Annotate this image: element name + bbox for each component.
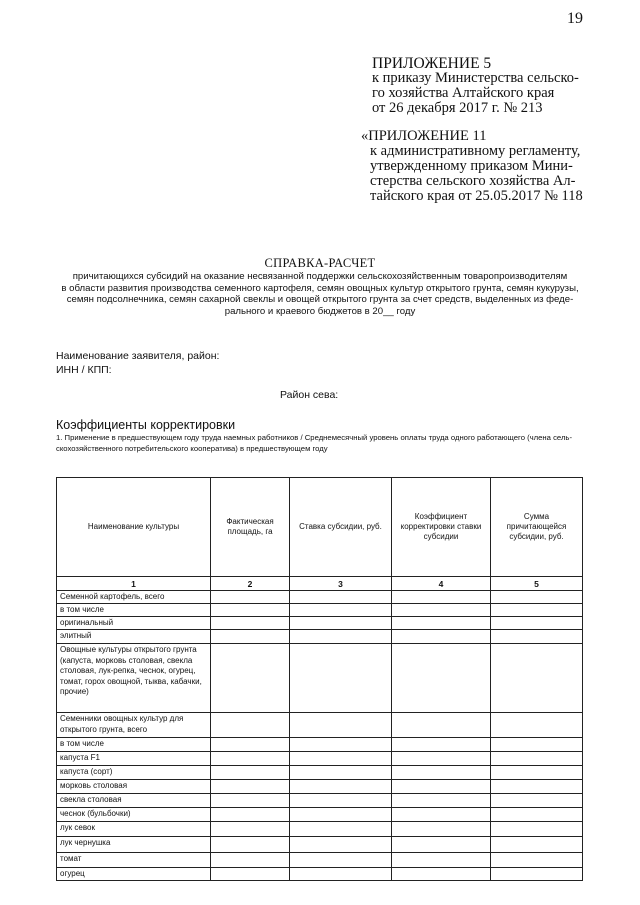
area-cell[interactable] (211, 644, 290, 713)
coefficient-cell[interactable] (392, 794, 491, 808)
area-cell[interactable] (211, 713, 290, 738)
table-row (57, 591, 583, 604)
area-cell[interactable] (211, 822, 290, 837)
rate-cell[interactable] (290, 794, 392, 808)
coefficient-cell[interactable] (392, 766, 491, 780)
rate-cell[interactable] (290, 766, 392, 780)
rate-cell[interactable] (290, 780, 392, 794)
rate-cell[interactable] (290, 713, 392, 738)
appendix2-title: «ПРИЛОЖЕНИЕ 11 (361, 128, 487, 144)
column-number: 5 (491, 577, 583, 591)
section-title: Коэффициенты корректировки (56, 418, 236, 432)
rate-cell[interactable] (290, 837, 392, 853)
sum-cell[interactable] (491, 794, 583, 808)
area-cell[interactable] (211, 630, 290, 644)
crop-name: лук севок (57, 822, 211, 837)
rate-cell[interactable] (290, 604, 392, 617)
sum-cell[interactable] (491, 644, 583, 713)
crop-name: капуста F1 (57, 752, 211, 766)
crop-name: морковь столовая (57, 780, 211, 794)
sum-cell[interactable] (491, 853, 583, 868)
coefficient-cell[interactable] (392, 853, 491, 868)
coefficient-cell[interactable] (392, 738, 491, 752)
subtitle-line: рального и краевого бюджетов в 20__ году (224, 305, 416, 317)
crop-name: Семенной картофель, всего (57, 591, 211, 604)
coefficient-cell[interactable] (392, 604, 491, 617)
sum-cell[interactable] (491, 591, 583, 604)
table-row (57, 837, 583, 853)
document-title: СПРАВКА-РАСЧЕТ (264, 256, 376, 270)
appendix-header (372, 56, 612, 116)
area-cell[interactable] (211, 591, 290, 604)
sum-cell[interactable] (491, 837, 583, 853)
area-cell[interactable] (211, 766, 290, 780)
area-cell[interactable] (211, 837, 290, 853)
coefficient-cell[interactable] (392, 752, 491, 766)
coefficient-cell[interactable] (392, 591, 491, 604)
appendix-line: к приказу Министерства сельско- (372, 70, 579, 86)
crop-name: томат (57, 853, 211, 868)
sowing-region-label: Район сева: (280, 389, 339, 401)
sum-cell[interactable] (491, 868, 583, 881)
appendix-title: ПРИЛОЖЕНИЕ 5 (372, 55, 492, 72)
table-row (57, 752, 583, 766)
rate-cell[interactable] (290, 630, 392, 644)
sum-cell[interactable] (491, 780, 583, 794)
crop-name: Овощные культуры открытого грунта (капуста, морковь столовая, свекла столовая, лук-репка, чеснок, огурец, томат, горох овощной, тыква, кабачки, прочие) (57, 644, 211, 713)
table-row (57, 644, 583, 713)
table-row (57, 738, 583, 752)
rate-cell[interactable] (290, 853, 392, 868)
subsidy-table (56, 477, 583, 881)
document-subtitle (40, 271, 600, 317)
sum-cell[interactable] (491, 630, 583, 644)
section-description (56, 433, 596, 454)
section-desc-line: 1. Применение в предшествующем году труда наемных работников / Среднемесячный уровень оплаты труда одного работающего (члена сель- (56, 433, 572, 442)
column-number-row (57, 577, 583, 591)
subtitle-line: в области развития производства семенного картофеля, семян овощных культур открытого грунта, семян кукурузы, (61, 282, 579, 294)
col-header-rate: Ставка субсидии, руб. (290, 478, 392, 577)
table-row (57, 780, 583, 794)
page-number: 19 (567, 10, 583, 27)
table-row (57, 630, 583, 644)
coefficient-cell[interactable] (392, 837, 491, 853)
appendix2-header (361, 129, 611, 204)
col-header-coefficient: Коэффициент корректировки ставки субсидии (392, 478, 491, 577)
table-row (57, 713, 583, 738)
table-row (57, 868, 583, 881)
crop-name: в том числе (57, 738, 211, 752)
appendix2-line: тайского края от 25.05.2017 № 118 (370, 188, 583, 204)
rate-cell[interactable] (290, 738, 392, 752)
table-row (57, 794, 583, 808)
coefficient-cell[interactable] (392, 868, 491, 881)
coefficient-cell[interactable] (392, 713, 491, 738)
sum-cell[interactable] (491, 617, 583, 630)
coefficient-cell[interactable] (392, 780, 491, 794)
table-row (57, 617, 583, 630)
table-row (57, 822, 583, 837)
section-desc-line: скохозяйственного потребительского кооператива) в предшествующем году (56, 443, 328, 453)
area-cell[interactable] (211, 808, 290, 822)
sum-cell[interactable] (491, 713, 583, 738)
sum-cell[interactable] (491, 752, 583, 766)
table-row (57, 766, 583, 780)
rate-cell[interactable] (290, 591, 392, 604)
table-header-row (57, 478, 583, 577)
rate-cell[interactable] (290, 752, 392, 766)
column-number: 3 (290, 577, 392, 591)
area-cell[interactable] (211, 604, 290, 617)
crop-name: лук чернушка (57, 837, 211, 853)
area-cell[interactable] (211, 617, 290, 630)
area-cell[interactable] (211, 780, 290, 794)
appendix2-line: утвержденному приказом Мини- (370, 158, 573, 174)
coefficient-cell[interactable] (392, 808, 491, 822)
area-cell[interactable] (211, 794, 290, 808)
coefficient-cell[interactable] (392, 617, 491, 630)
column-number: 2 (211, 577, 290, 591)
crop-name: свекла столовая (57, 794, 211, 808)
appendix-line: от 26 декабря 2017 г. № 213 (372, 100, 543, 116)
rate-cell[interactable] (290, 644, 392, 713)
sum-cell[interactable] (491, 738, 583, 752)
coefficient-cell[interactable] (392, 822, 491, 837)
rate-cell[interactable] (290, 808, 392, 822)
coefficient-cell[interactable] (392, 644, 491, 713)
sum-cell[interactable] (491, 604, 583, 617)
inn-kpp-label: ИНН / КПП: (56, 364, 112, 376)
area-cell[interactable] (211, 738, 290, 752)
col-header-area: Фактическая площадь, га (211, 478, 290, 577)
rate-cell[interactable] (290, 822, 392, 837)
appendix-line: го хозяйства Алтайского края (372, 85, 555, 101)
table-row (57, 604, 583, 617)
sum-cell[interactable] (491, 808, 583, 822)
crop-name: элитный (57, 630, 211, 644)
area-cell[interactable] (211, 752, 290, 766)
area-cell[interactable] (211, 853, 290, 868)
table-row (57, 808, 583, 822)
sum-cell[interactable] (491, 766, 583, 780)
subtitle-line: семян подсолнечника, семян сахарной свеклы и овощей открытого грунта за счет средств, выделенных из феде- (66, 294, 574, 305)
subtitle-line: причитающихся субсидий на оказание несвязанной поддержки сельскохозяйственным товаропроизводителям (72, 271, 568, 282)
crop-name: капуста (сорт) (57, 766, 211, 780)
crop-name: огурец (57, 868, 211, 881)
crop-name: чеснок (бульбочки) (57, 808, 211, 822)
coefficient-cell[interactable] (392, 630, 491, 644)
applicant-label: Наименование заявителя, район: (56, 350, 220, 362)
col-header-crop: Наименование культуры (57, 478, 211, 577)
column-number: 4 (392, 577, 491, 591)
rate-cell[interactable] (290, 868, 392, 881)
column-number: 1 (57, 577, 211, 591)
crop-name: Семенники овощных культур для открытого грунта, всего (57, 713, 211, 738)
sum-cell[interactable] (491, 822, 583, 837)
appendix2-line: стерства сельского хозяйства Ал- (370, 173, 576, 189)
col-header-sum: Сумма причитающейся субсидии, руб. (491, 478, 583, 577)
crop-name: в том числе (57, 604, 211, 617)
table-row (57, 853, 583, 868)
area-cell[interactable] (211, 868, 290, 881)
appendix2-line: к административному регламенту, (370, 143, 581, 159)
crop-name: оригинальный (57, 617, 211, 630)
rate-cell[interactable] (290, 617, 392, 630)
